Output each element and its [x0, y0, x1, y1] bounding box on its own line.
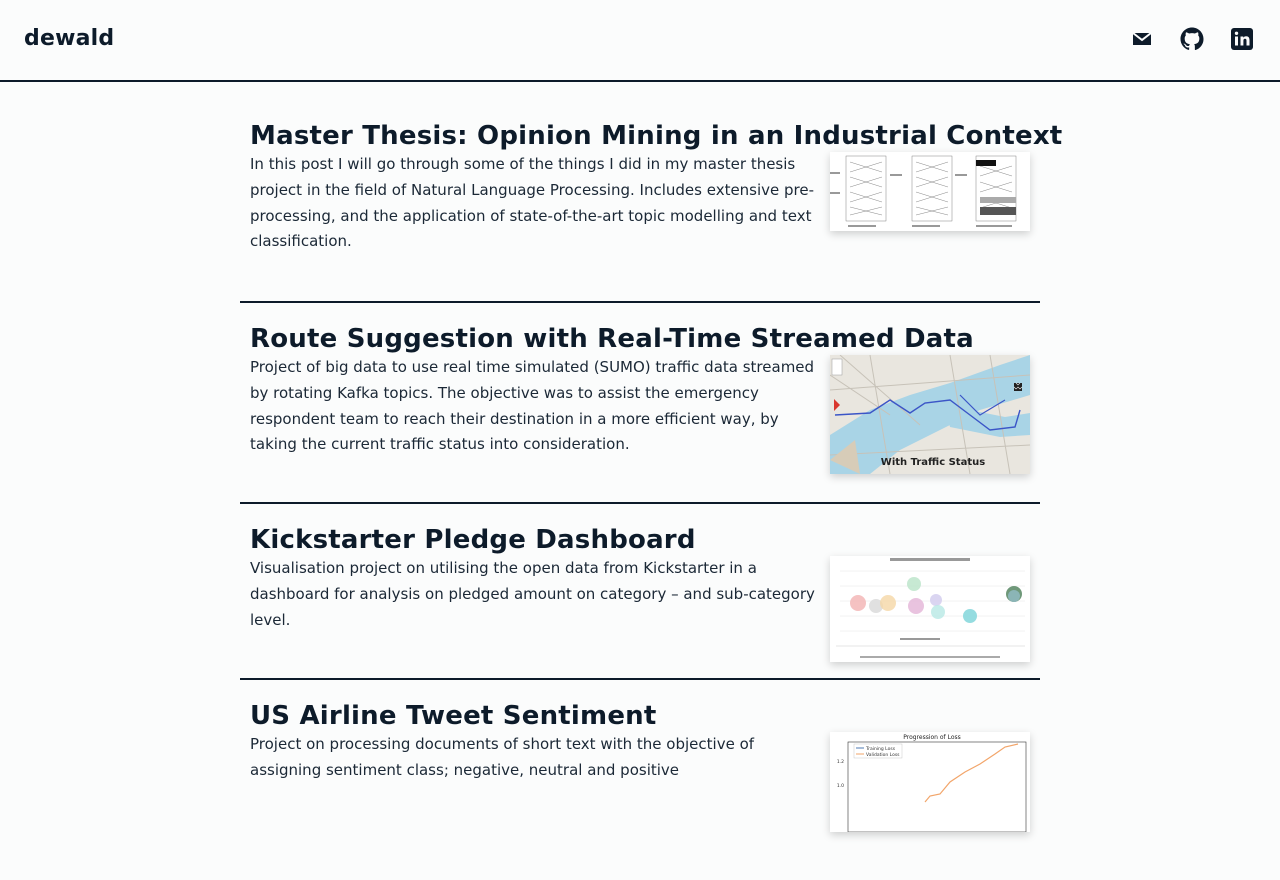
post-item[interactable]: [240, 680, 1040, 880]
post-description: Visualisation project on utilising the open data from Kickstarter in a dashboard for analysis on pledged amount on category – and sub-category level.: [250, 559, 815, 629]
post-thumbnail[interactable]: [830, 556, 1030, 662]
mail-icon[interactable]: [1130, 26, 1154, 52]
post-item[interactable]: [240, 82, 1063, 303]
post-thumbnail[interactable]: [830, 355, 1030, 474]
thumbnail-legend-training: Training Loss: [866, 747, 896, 752]
post-title[interactable]: Master Thesis: Opinion Mining in an Industrial Context: [250, 121, 1063, 151]
site-header: [0, 0, 1280, 82]
post-thumbnail[interactable]: [830, 732, 1030, 832]
svg-text:1.2: 1.2: [836, 760, 844, 765]
thumbnail-caption: With Traffic Status: [880, 457, 986, 468]
thumbnail-legend-validation: Validation Loss: [866, 753, 900, 758]
post-item[interactable]: [240, 504, 1040, 680]
post-list: [240, 82, 1063, 880]
thumbnail-chart-title: Progression of Loss: [903, 734, 961, 741]
svg-text:1.0: 1.0: [836, 784, 844, 789]
github-icon[interactable]: [1180, 26, 1204, 52]
post-item[interactable]: [240, 303, 1040, 504]
post-thumbnail[interactable]: [830, 152, 1030, 231]
post-description: In this post I will go through some of the things I did in my master thesis project in the field of Natural Language Processing. Includes extensive pre-processing, and the application of state-of-the-art topic modelling and text classification.: [250, 155, 815, 251]
post-description: Project of big data to use real time simulated (SUMO) traffic data streamed by rotating Kafka topics. The objective was to assist the emergency respondent team to reach their destination in a more efficient way, by taking the current traffic status into consideration.: [250, 358, 815, 454]
post-description: Project on processing documents of short text with the objective of assigning sentiment class; negative, neutral and positive: [250, 735, 755, 779]
social-nav: [1130, 26, 1254, 52]
site-brand-link[interactable]: dewald: [24, 26, 115, 51]
post-title[interactable]: US Airline Tweet Sentiment: [250, 701, 657, 731]
linkedin-icon[interactable]: [1230, 26, 1254, 52]
post-title[interactable]: Route Suggestion with Real-Time Streamed Data: [250, 324, 974, 354]
post-title[interactable]: Kickstarter Pledge Dashboard: [250, 525, 696, 555]
